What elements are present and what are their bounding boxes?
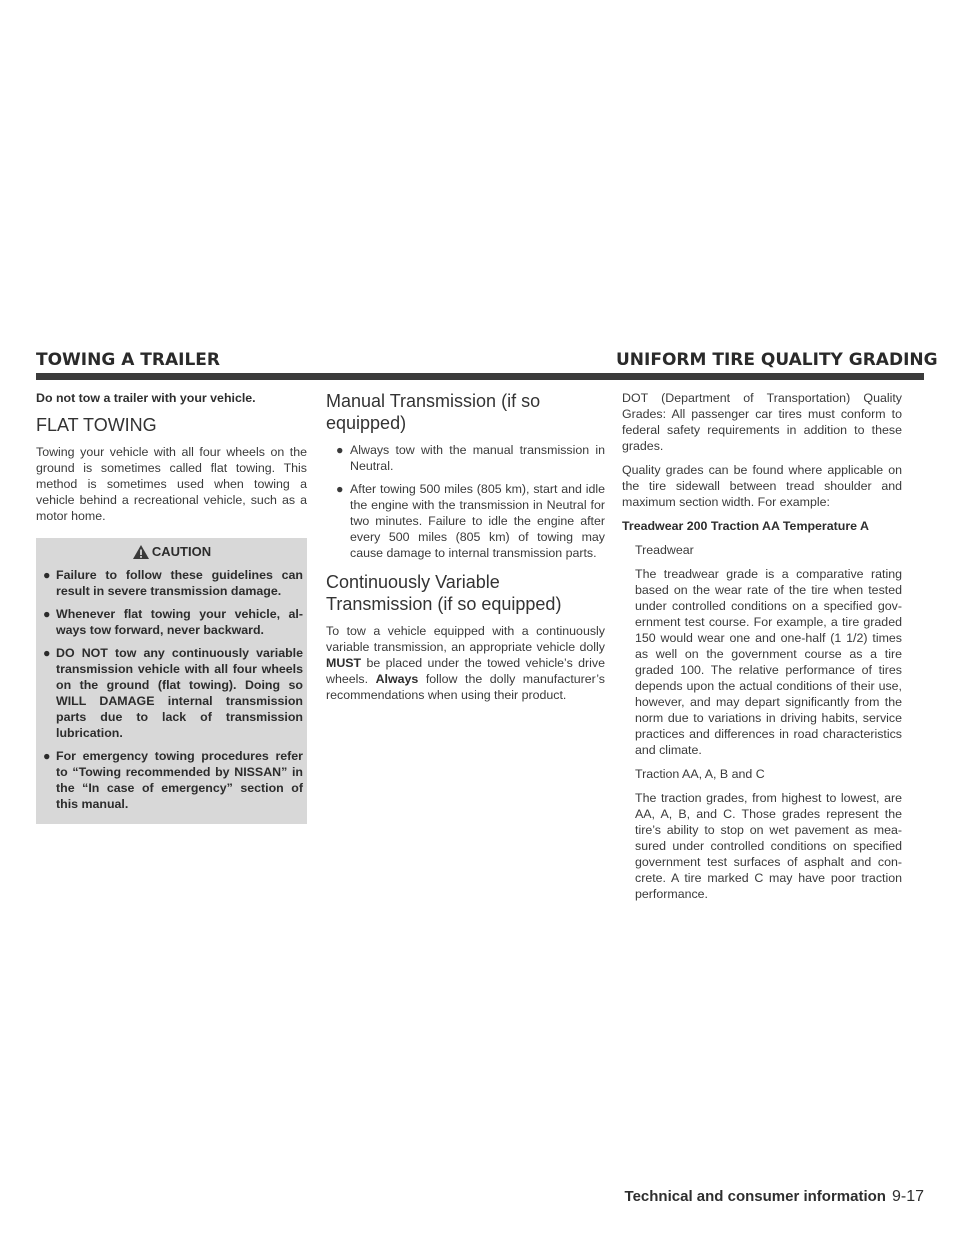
list-item-text: After towing 500 miles (805 km), start and idle the engine with the transmission in Neutral for two minutes. Failure to idle the engine after every 500 miles (805 km) of towing may cause damage to internal transmission parts. (350, 482, 605, 560)
dot-quality-body: DOT (Department of Transportation) Quality Grades: All passenger car tires must conform to federal safety requirements in addition to these grades. (622, 391, 902, 453)
flat-towing-body: Towing your vehicle with all four wheels on the ground is sometimes called flat towing. This method is sometimes used when towing a vehicle behind a recreational vehicle, such as a motor home. (36, 445, 307, 523)
caution-item-text: Whenever flat towing your vehicle, always tow forward, never backward. (56, 607, 303, 637)
section-header-tire-grading: UNIFORM TIRE QUALITY GRADING (616, 350, 938, 370)
page-footer (625, 1188, 924, 1206)
flat-towing-title: FLAT TOWING (36, 415, 157, 435)
list-item (326, 442, 605, 474)
footer-section: Technical and consumer information (624, 1188, 886, 1205)
caution-item (36, 645, 307, 741)
bullet-icon: ● (336, 482, 344, 496)
caution-item (36, 606, 307, 638)
treadwear-label: Treadwear (635, 543, 694, 557)
cvt-body: To tow a vehicle equipped with a continuously variable transmission, an appropriate vehicle dolly MUST be placed under the towed vehicle’s drive wheels. Always follow the dolly manufacturer’s recommendations when using their product. (326, 624, 605, 702)
traction-body: The traction grades, from highest to lowest, are AA, A, B, and C. Those grades represent the tire’s ability to stop on wet pavement as measured under controlled conditions on specified government test surfaces of asphalt and concrete. A tire marked C may have poor traction performance. (635, 791, 902, 901)
bullet-icon: ● (43, 568, 51, 582)
list-item-text: Always tow with the manual transmission in Neutral. (350, 443, 605, 473)
caution-item-text: For emergency towing procedures refer to “Towing recommended by NISSAN” in the “In case of emergency” section of this manual. (56, 749, 303, 811)
no-trailer-warning: Do not tow a trailer with your vehicle. (36, 391, 256, 405)
manual-transmission-title: Manual Transmission (if so equipped) (326, 391, 541, 433)
list-item (326, 481, 605, 561)
caution-item (36, 748, 307, 812)
caution-heading (36, 544, 307, 560)
caution-title: CAUTION (151, 544, 212, 559)
traction-label: Traction AA, A, B and C (635, 767, 765, 781)
manual-transmission-list (326, 442, 605, 561)
column-middle (326, 390, 605, 711)
column-left (36, 390, 307, 824)
cvt-title: Continuously Variable Transmission (if so equipped) (326, 572, 562, 614)
quality-location-body: Quality grades can be found where applicable on the tire sidewall between tread shoulder and maximum section width. For example: (622, 463, 902, 509)
warning-triangle-icon (132, 544, 150, 560)
bullet-icon: ● (43, 607, 51, 621)
treadwear-body: The treadwear grade is a comparative rating based on the wear rate of the tire when tested under controlled conditions on a specified government test course. For example, a tire graded 150 would wear one and one-half (1 1/2) times as well on the government course as a tire graded 100. The relative performance of tires depends upon the actual conditions of their use, however, and may depart significantly from the norm due to variations in driving habits, service practices and differences in road characteristics and climate. (635, 567, 902, 757)
bullet-icon: ● (43, 646, 51, 660)
bullet-icon: ● (43, 749, 51, 763)
section-header-towing: TOWING A TRAILER (36, 350, 221, 370)
header-rule (36, 373, 924, 380)
caution-item-text: DO NOT tow any continuously variable transmission vehicle with all four wheels on the ground (flat towing). Doing so WILL DAMAGE internal transmission parts due to lack of transmission lubrication. (56, 646, 303, 740)
caution-box (36, 538, 307, 824)
caution-item (36, 567, 307, 599)
grade-example: Treadwear 200 Traction AA Temperature A (622, 519, 869, 533)
column-right (622, 390, 902, 910)
page-number: 9-17 (891, 1188, 924, 1205)
bullet-icon: ● (336, 443, 344, 457)
caution-item-text: Failure to follow these guidelines can result in severe transmission damage. (56, 568, 303, 598)
